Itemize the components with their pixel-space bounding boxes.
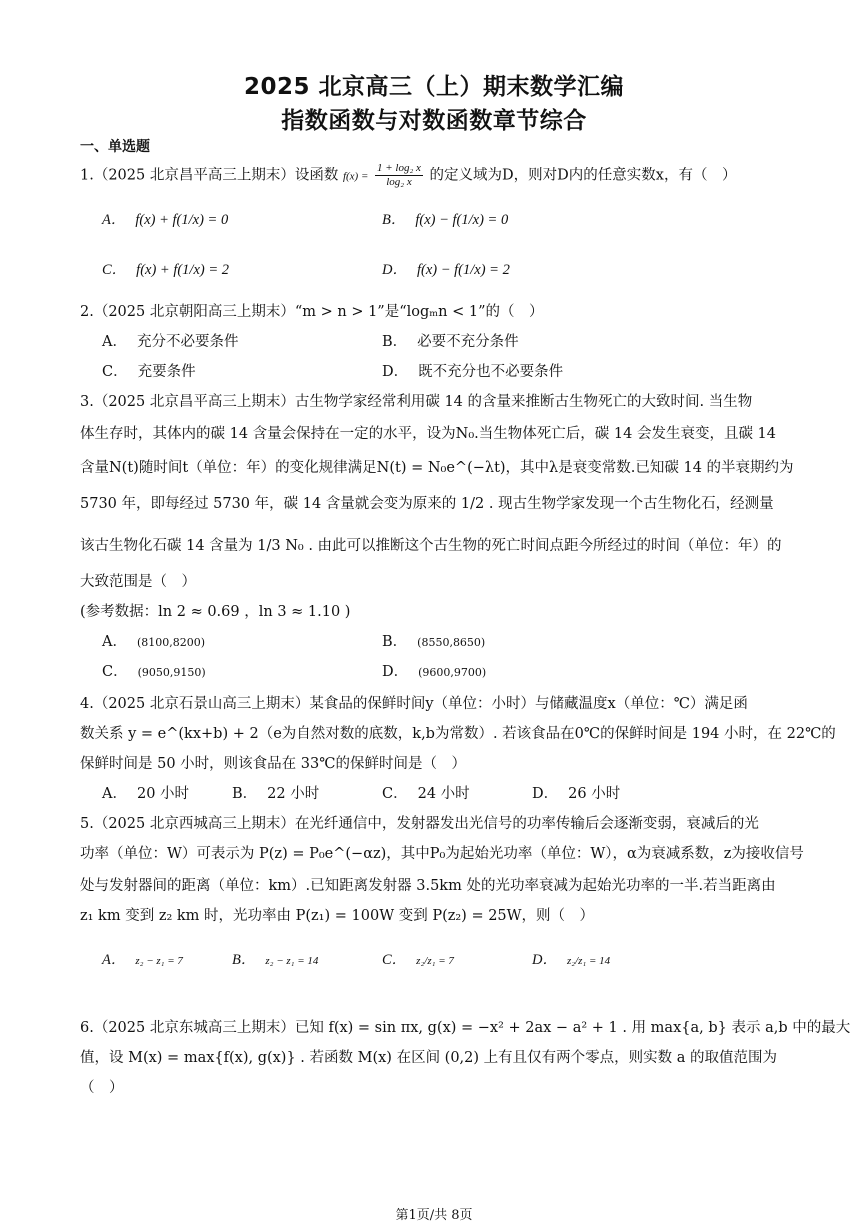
page-footer: 第1页/共 8页 [395, 1208, 473, 1223]
q4-option-b[interactable] [232, 784, 319, 804]
q5-option-c[interactable] [382, 950, 454, 971]
question-3-line: 大致范围是（ ） [80, 574, 196, 590]
option-label: D． [382, 364, 409, 380]
question-1-stem [80, 162, 790, 189]
option-label: B． [382, 212, 406, 228]
question-3-line: 含量N(t)随时间t（单位：年）的变化规律满足N(t) = N₀e^(−λt)，其中λ是衰变常数.已知碳 14 的半衰期约为 [80, 460, 794, 476]
option-label: B． [232, 786, 258, 802]
q1-option-a[interactable] [102, 210, 228, 230]
option-text: z₂ − z₁ = 7 [135, 955, 183, 967]
option-text: (8100,8200) [136, 636, 206, 649]
q4-option-a[interactable] [102, 784, 189, 804]
page-title: 2025 北京高三（上）期末数学汇编 [243, 74, 625, 100]
q1-fraction-denominator: log₂ x [386, 176, 412, 188]
q1-function-name: f(x) = [342, 170, 369, 183]
q2-option-c[interactable] [102, 362, 196, 382]
section-heading: 一、单选题 [80, 139, 150, 155]
question-4-line: 4.（2025 北京石景山高三上期末）某食品的保鲜时间y（单位：小时）与储藏温度x（单位：℃）满足函 [80, 696, 748, 712]
q5-option-a[interactable] [102, 950, 183, 971]
option-label: C． [382, 786, 408, 802]
option-label: B． [232, 952, 256, 968]
option-text: f(x) + f(1/x) = 0 [135, 212, 229, 228]
question-6-line: 值，设 M(x) = max{f(x), g(x)} . 若函数 M(x) 在区间 (0,2) 上有且仅有两个零点，则实数 a 的取值范围为 [80, 1050, 778, 1066]
q1-fraction-numerator: 1 + log₂ x [377, 162, 421, 174]
q1-stem-part-b: 的定义域为D，则对D内的任意实数x，有（ ） [429, 167, 737, 184]
option-label: D． [532, 786, 559, 802]
option-text: 26 小时 [568, 786, 621, 802]
option-text: 充要条件 [137, 364, 196, 380]
option-text: z₂/z₁ = 14 [566, 955, 611, 967]
q3-option-d[interactable] [382, 662, 486, 683]
question-5-line: 处与发射器间的距离（单位：km）.已知距离发射器 3.5km 处的光功率衰减为起始光功率的一半.若当距离由 [80, 878, 776, 894]
question-4-line: 数关系 y = e^(kx+b) + 2（e为自然对数的底数，k,b为常数）. 若该食品在0℃的保鲜时间是 194 小时，在 22℃的 [80, 726, 836, 742]
option-text: z₂ − z₁ = 14 [265, 955, 319, 967]
option-label: C． [102, 262, 127, 278]
question-3-line: 该古生物化石碳 14 含量为 1/3 N₀ . 由此可以推断这个古生物的死亡时间点距今所经过的时间（单位：年）的 [80, 538, 782, 554]
option-label: D． [532, 952, 557, 968]
option-label: D． [382, 664, 409, 680]
question-3-reference: (参考数据：ln 2 ≈ 0.69 ，ln 3 ≈ 1.10 ) [80, 604, 351, 620]
option-text: f(x) + f(1/x) = 2 [136, 262, 230, 278]
option-label: D． [382, 262, 407, 278]
question-5-line: 功率（单位：W）可表示为 P(z) = P₀e^(−αz)，其中P₀为起始光功率（单位：W），α为衰减系数，z为接收信号 [80, 846, 804, 862]
q3-option-b[interactable] [382, 632, 485, 653]
page-subtitle: 指数函数与对数函数章节综合 [281, 108, 587, 134]
option-label: A． [102, 786, 127, 802]
q1-option-d[interactable] [382, 260, 510, 280]
q2-option-a[interactable] [102, 332, 238, 352]
question-3-line: 3.（2025 北京昌平高三上期末）古生物学家经常利用碳 14 的含量来推断古生物死亡的大致时间. 当生物 [80, 394, 753, 410]
option-label: B． [382, 634, 408, 650]
q1-option-b[interactable] [382, 210, 508, 230]
q4-option-c[interactable] [382, 784, 470, 804]
option-label: C． [382, 952, 407, 968]
question-6-line: 6.（2025 北京东城高三上期末）已知 f(x) = sin πx, g(x) = −x² + 2ax − a² + 1 . 用 max{a, b} 表示 a,b 中的最大 [80, 1020, 851, 1036]
q2-option-b[interactable] [382, 332, 519, 352]
option-text: 22 小时 [267, 786, 320, 802]
option-text: (9600,9700) [418, 666, 487, 679]
option-label: A． [102, 634, 127, 650]
option-text: 24 小时 [417, 786, 470, 802]
option-text: (8550,8650) [417, 636, 486, 649]
option-label: C． [102, 664, 128, 680]
question-6-line: （ ） [80, 1080, 124, 1096]
option-text: f(x) − f(1/x) = 2 [416, 262, 510, 278]
question-3-line: 5730 年，即每经过 5730 年，碳 14 含量就会变为原来的 1/2 . 现古生物学家发现一个古生物化石，经测量 [80, 496, 774, 512]
q1-stem-part-a: 1.（2025 北京昌平高三上期末）设函数 [80, 167, 339, 184]
q3-option-c[interactable] [102, 662, 206, 683]
q1-option-c[interactable] [102, 260, 229, 280]
option-label: C． [102, 364, 128, 380]
question-3-line: 体生存时，其体内的碳 14 含量会保持在一定的水平，设为N₀.当生物体死亡后，碳 14 会发生衰变，且碳 14 [80, 426, 777, 442]
option-label: A． [102, 334, 127, 350]
question-4-line: 保鲜时间是 50 小时，则该食品在 33℃的保鲜时间是（ ） [80, 756, 466, 772]
option-text: (9050,9150) [137, 666, 206, 679]
option-text: 必要不充分条件 [417, 334, 519, 350]
option-text: f(x) − f(1/x) = 0 [415, 212, 509, 228]
option-label: B． [382, 334, 408, 350]
option-label: A． [102, 952, 126, 968]
option-label: A． [102, 212, 126, 228]
question-5-line: 5.（2025 北京西城高三上期末）在光纤通信中，发射器发出光信号的功率传输后会逐渐变弱，衰减后的光 [80, 816, 759, 832]
option-text: 20 小时 [136, 786, 190, 802]
q2-option-d[interactable] [382, 362, 563, 382]
q1-function-fraction [375, 162, 423, 189]
q3-option-a[interactable] [102, 632, 205, 653]
option-text: z₂/z₁ = 7 [416, 955, 454, 967]
q4-option-d[interactable] [532, 784, 620, 804]
q5-option-d[interactable] [532, 950, 610, 971]
option-text: 充分不必要条件 [136, 334, 239, 350]
question-5-line: z₁ km 变到 z₂ km 时，光功率由 P(z₁) = 100W 变到 P(z₂) = 25W，则（ ） [80, 908, 595, 924]
q5-option-b[interactable] [232, 950, 318, 971]
option-text: 既不充分也不必要条件 [418, 364, 564, 380]
question-2-stem: 2.（2025 北京朝阳高三上期末）“m > n > 1”是“logₘn < 1”的（ ） [80, 304, 544, 320]
